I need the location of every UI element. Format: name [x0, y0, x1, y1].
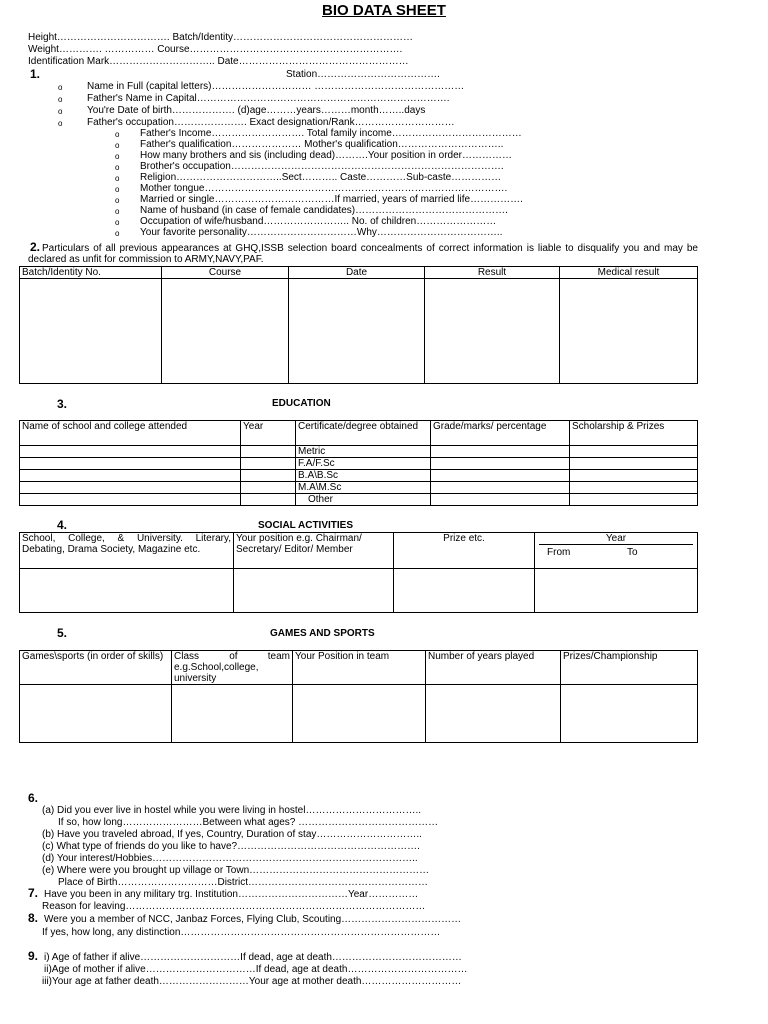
- column-header-class-of-team: Class of team e.g.School,college, university: [172, 651, 293, 685]
- table-row: [20, 482, 698, 494]
- table-cell[interactable]: [570, 494, 698, 506]
- table-cell[interactable]: [425, 279, 560, 384]
- table-cell[interactable]: [20, 279, 162, 384]
- section-2-number: 2.: [30, 240, 41, 254]
- brought-up-question: (e) Where were you brought up village or Town………………………………………………: [42, 865, 430, 876]
- father-age-line: i) Age of father if alive…………………………If dead, age at death…………………………………: [44, 952, 462, 963]
- married-single-line: Married or single………………………………If married, years of married life…………….: [140, 194, 523, 205]
- table-cell[interactable]: [20, 446, 241, 458]
- religion-line: Religion…………………………..Sect……….. Caste…………Sub-caste……………: [140, 172, 502, 183]
- column-header-date: Date: [289, 267, 425, 279]
- column-header-grade: Grade/marks/ percentage: [431, 421, 570, 446]
- table-cell[interactable]: [293, 685, 426, 743]
- table-cell[interactable]: [20, 494, 241, 506]
- column-header-batch: Batch/Identity No.: [20, 267, 162, 279]
- row-label: Metric: [296, 446, 431, 458]
- reason-for-leaving-line: Reason for leaving………………………………………………………………………………: [42, 901, 426, 912]
- table-row: [20, 494, 698, 506]
- row-label: F.A/F.Sc: [296, 458, 431, 470]
- place-of-birth-line: Place of Birth…………………………District………………………………………………: [58, 877, 429, 888]
- bullet-icon: o: [115, 130, 120, 139]
- bullet-icon: o: [115, 174, 120, 183]
- to-label: To: [627, 547, 638, 558]
- table-cell[interactable]: [431, 482, 570, 494]
- fathers-qualification-line: Father's qualification………………… Mother's qualification…………………………..: [140, 139, 504, 150]
- bullet-icon: o: [58, 95, 63, 104]
- column-header-year: Year: [539, 533, 693, 545]
- column-header-position: Your position e.g. Chairman/ Secretary/ Editor/ Member: [234, 533, 394, 569]
- fathers-name-line: Father's Name in Capital………………………………………………………………….: [87, 93, 450, 104]
- mother-tongue-line: Mother tongue……………………………………………………………………………….: [140, 183, 508, 194]
- height-batch-line: Height……………………………. Batch/Identity………………………………………………: [28, 32, 414, 43]
- table-cell[interactable]: [20, 482, 241, 494]
- table-cell[interactable]: [561, 685, 698, 743]
- table-row: [20, 569, 698, 613]
- section-1-number: 1.: [30, 67, 41, 81]
- brothers-occupation-line: Brother's occupation……………………………………………………………………….: [140, 161, 504, 172]
- table-cell[interactable]: [431, 470, 570, 482]
- games-sports-table: [19, 650, 698, 743]
- hobbies-question: (d) Your interest/Hobbies……………………………………………………………………..: [42, 853, 418, 864]
- table-cell[interactable]: [20, 458, 241, 470]
- table-cell[interactable]: [560, 279, 698, 384]
- bullet-icon: o: [115, 163, 120, 172]
- table-cell[interactable]: [394, 569, 535, 613]
- table-cell[interactable]: [241, 470, 296, 482]
- table-cell[interactable]: [20, 470, 241, 482]
- table-cell[interactable]: [570, 482, 698, 494]
- section-3-number: 3.: [57, 397, 68, 411]
- bullet-icon: o: [58, 83, 63, 92]
- section-7-number: 7.: [28, 886, 39, 900]
- table-cell[interactable]: [289, 279, 425, 384]
- games-sports-heading: GAMES AND SPORTS: [270, 628, 375, 639]
- table-cell[interactable]: [234, 569, 394, 613]
- travel-abroad-question: (b) Have you traveled abroad, If yes, Country, Duration of stay…………………………..: [42, 829, 422, 840]
- column-header-year: Year: [241, 421, 296, 446]
- favorite-personality-line: Your favorite personality……………………………Why………………………………..: [140, 227, 503, 238]
- bullet-icon: o: [58, 119, 63, 128]
- ncc-membership-question: Were you a member of NCC, Janbaz Forces, Flying Club, Scouting………………………………: [44, 914, 462, 925]
- bullet-icon: o: [115, 141, 120, 150]
- name-in-full-line: Name in Full (capital letters)………………………… ………………………………………: [87, 81, 465, 92]
- column-header-games: Games\sports (in order of skills): [20, 651, 172, 685]
- section-2-instructions: Particulars of all previous appearances at GHQ,ISSB selection board concealments of correct information is liable to disqualify you and may be declared as unfit for commission to ARMY,NAVY,PAF.: [28, 243, 698, 265]
- table-row: [20, 279, 698, 384]
- bullet-icon: o: [115, 218, 120, 227]
- table-cell[interactable]: [241, 482, 296, 494]
- table-cell[interactable]: [20, 569, 234, 613]
- column-header-scholarship: Scholarship & Prizes: [570, 421, 698, 446]
- column-header-result: Result: [425, 267, 560, 279]
- table-cell[interactable]: [162, 279, 289, 384]
- column-header-school: Name of school and college attended: [20, 421, 241, 446]
- column-header-position-in-team: Your Position in team: [293, 651, 426, 685]
- bullet-icon: o: [115, 185, 120, 194]
- table-cell[interactable]: [570, 458, 698, 470]
- table-cell[interactable]: [570, 470, 698, 482]
- table-cell[interactable]: [570, 446, 698, 458]
- social-activities-heading: SOCIAL ACTIVITIES: [258, 520, 354, 531]
- table-cell[interactable]: [535, 569, 698, 613]
- education-table: [19, 420, 698, 506]
- section-9-number: 9.: [28, 949, 39, 963]
- hostel-question: (a) Did you ever live in hostel while you were living in hostel……………………………..: [42, 805, 422, 816]
- table-cell[interactable]: [426, 685, 561, 743]
- row-label: B.A\B.Sc: [296, 470, 431, 482]
- column-header-medical-result: Medical result: [560, 267, 698, 279]
- column-header-society: School, College, & University. Literary, Debating, Drama Society, Magazine etc.: [20, 533, 234, 569]
- column-header-prize: Prize etc.: [394, 533, 535, 569]
- table-row: [20, 446, 698, 458]
- previous-appearances-table: [19, 266, 698, 384]
- date-of-birth-line: You're Date of birth………………. (d)age………years………month……..days: [87, 105, 426, 116]
- bullet-icon: o: [58, 107, 63, 116]
- table-cell[interactable]: [241, 458, 296, 470]
- fathers-income-line: Father's Income………………………. Total family income…………………………………: [140, 128, 522, 139]
- table-row: [20, 458, 698, 470]
- page-title: BIO DATA SHEET: [322, 2, 446, 19]
- education-heading: EDUCATION: [272, 398, 331, 409]
- station-line: Station……………………………….: [286, 69, 440, 80]
- age-at-parents-death-line: iii)Your age at father death………………………Your age at mother death…………………………: [42, 976, 462, 987]
- weight-course-line: Weight…………. …………… Course……………………………………………………….: [28, 44, 403, 55]
- fathers-occupation-line: Father's occupation…………………. Exact designation/Rank…………………………: [87, 117, 455, 128]
- section-5-number: 5.: [57, 626, 68, 640]
- section-4-number: 4.: [57, 518, 68, 532]
- table-cell[interactable]: [431, 458, 570, 470]
- membership-duration-line: If yes, how long, any distinction……………………………………………………………………: [42, 927, 441, 938]
- column-header-years-played: Number of years played: [426, 651, 561, 685]
- table-cell[interactable]: [241, 494, 296, 506]
- column-header-prizes: Prizes/Championship: [561, 651, 698, 685]
- table-cell[interactable]: [431, 494, 570, 506]
- section-6-number: 6.: [28, 791, 39, 805]
- name-of-husband-line: Name of husband (in case of female candidates)……………………………………….: [140, 205, 508, 216]
- column-header-certificate: Certificate/degree obtained: [296, 421, 431, 446]
- identification-date-line: Identification Mark………………………….. Date……………………………………………: [28, 56, 409, 67]
- column-header-course: Course: [162, 267, 289, 279]
- social-activities-table: [19, 532, 698, 613]
- table-row: [20, 470, 698, 482]
- mother-age-line: ii)Age of mother if alive……………………………If dead, age at death………………………………: [44, 964, 468, 975]
- table-cell[interactable]: [431, 446, 570, 458]
- hostel-duration-line: If so, how long……………………Between what ages? ……………………………………: [58, 817, 439, 828]
- table-cell[interactable]: [241, 446, 296, 458]
- bullet-icon: o: [115, 152, 120, 161]
- bullet-icon: o: [115, 207, 120, 216]
- row-label: M.A\M.Sc: [296, 482, 431, 494]
- military-institution-question: Have you been in any military trg. Institution……………………………Year……………: [44, 889, 419, 900]
- bullet-icon: o: [115, 229, 120, 238]
- table-row: [20, 685, 698, 743]
- table-cell[interactable]: [172, 685, 293, 743]
- table-cell[interactable]: [20, 685, 172, 743]
- brothers-sisters-line: How many brothers and sis (including dead)……….Your position in order……………: [140, 150, 513, 161]
- bullet-icon: o: [115, 196, 120, 205]
- row-label: Other: [296, 494, 431, 506]
- friends-question: (c) What type of friends do you like to have?……………………………………………….: [42, 841, 420, 852]
- occupation-of-spouse-line: Occupation of wife/husband…………………….. No. of children……………………: [140, 216, 497, 227]
- section-8-number: 8.: [28, 911, 39, 925]
- from-label: From: [547, 547, 571, 558]
